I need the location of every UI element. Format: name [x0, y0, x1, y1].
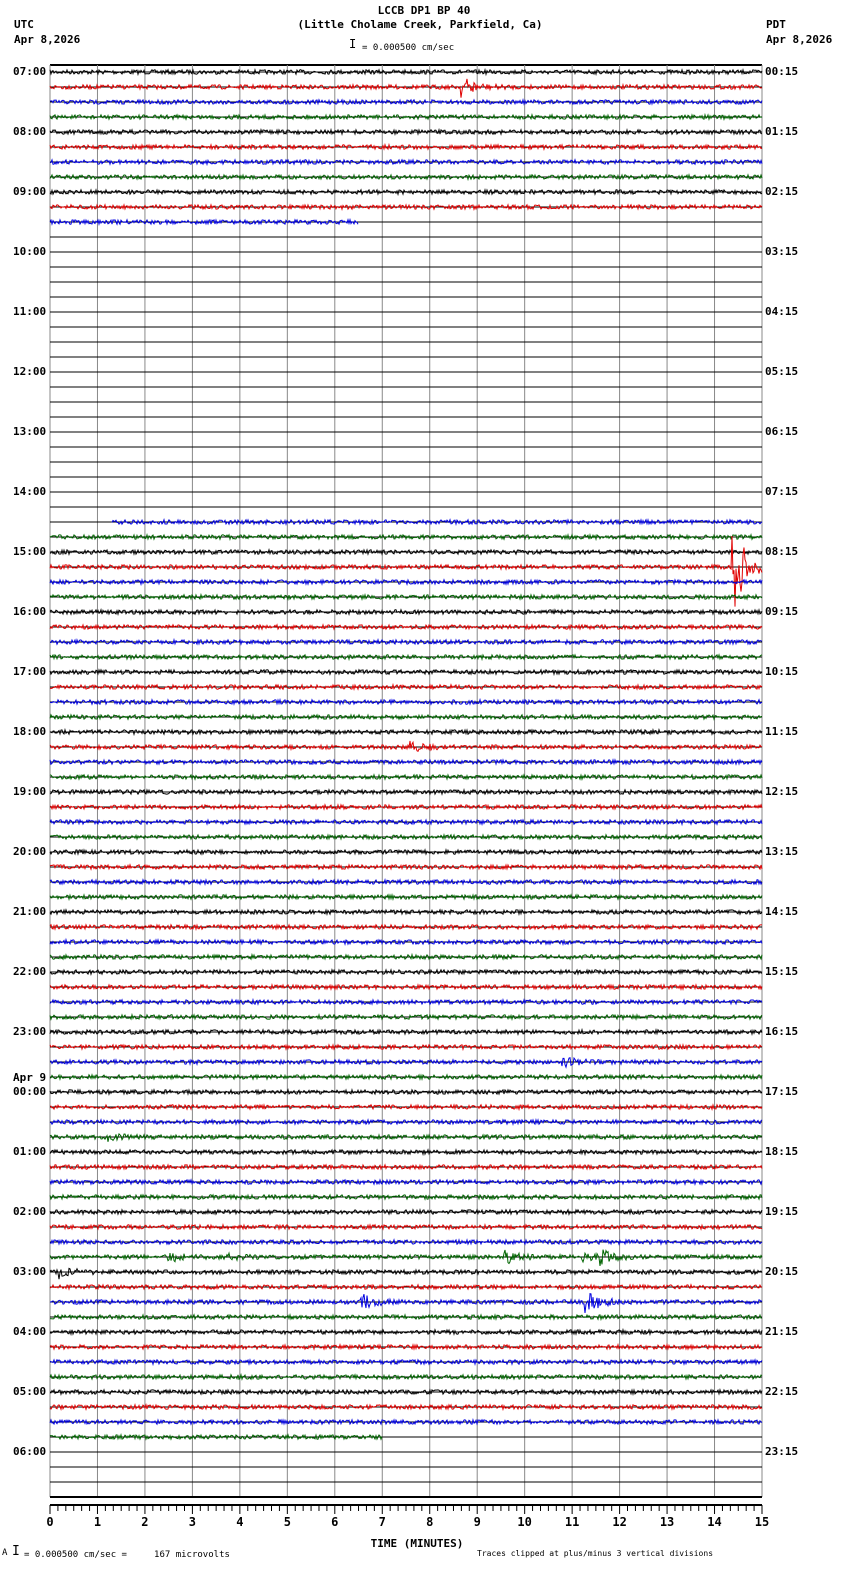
utc-hour-label: 02:00: [13, 1205, 47, 1218]
seismic-trace: [50, 1075, 762, 1079]
pdt-hour-label: 20:15: [765, 1265, 799, 1278]
utc-hour-label: 05:00: [13, 1385, 47, 1398]
station-subtitle: (Little Cholame Creek, Parkfield, Ca): [297, 18, 543, 31]
pdt-hour-label: 02:15: [765, 185, 799, 198]
utc-hour-label: 16:00: [13, 605, 47, 618]
pdt-hour-label: 14:15: [765, 905, 799, 918]
pdt-hour-label: 15:15: [765, 965, 799, 978]
scale-label: = 0.000500 cm/sec: [362, 43, 455, 53]
left-timezone: UTC: [14, 18, 34, 31]
utc-hour-label: 23:00: [13, 1025, 47, 1038]
date-change-label: Apr 9: [13, 1071, 47, 1084]
seismic-trace: [50, 1345, 762, 1349]
utc-hour-label: 08:00: [13, 125, 47, 138]
footer-scale-bar-icon: I: [12, 1544, 20, 1559]
seismic-trace: [50, 1134, 762, 1142]
x-tick-label: 12: [612, 1515, 627, 1529]
x-tick-label: 15: [754, 1515, 770, 1529]
pdt-hour-label: 13:15: [765, 845, 799, 858]
pdt-hour-label: 04:15: [765, 305, 799, 318]
utc-hour-label: 06:00: [13, 1445, 47, 1458]
pdt-hour-label: 12:15: [765, 785, 799, 798]
pdt-hour-label: 03:15: [765, 245, 799, 258]
x-tick-label: 7: [378, 1515, 386, 1529]
x-tick-label: 14: [707, 1515, 722, 1529]
x-tick-label: 11: [564, 1515, 580, 1529]
pdt-hour-label: 05:15: [765, 365, 799, 378]
utc-hour-label: 03:00: [13, 1265, 47, 1278]
seismic-trace: [50, 1294, 762, 1313]
footer-prefix: A: [2, 1548, 8, 1558]
utc-hour-label: 22:00: [13, 965, 47, 978]
seismic-trace: [50, 79, 762, 98]
seismic-trace: [50, 1250, 762, 1266]
x-tick-label: 8: [426, 1515, 434, 1529]
seismic-trace: [50, 1105, 762, 1109]
pdt-hour-label: 00:15: [765, 65, 799, 78]
right-date: Apr 8,2026: [766, 33, 833, 46]
utc-hour-label: 10:00: [13, 245, 47, 258]
x-tick-label: 13: [659, 1515, 675, 1529]
utc-hour-label: 11:00: [13, 305, 47, 318]
pdt-hour-label: 22:15: [765, 1385, 799, 1398]
x-tick-label: 3: [188, 1515, 197, 1529]
utc-hour-label: 14:00: [13, 485, 47, 498]
seismic-trace: [50, 1405, 762, 1409]
seismic-trace: [50, 655, 762, 659]
pdt-hour-label: 23:15: [765, 1445, 799, 1458]
x-tick-label: 2: [141, 1515, 149, 1529]
pdt-hour-label: 09:15: [765, 605, 799, 618]
pdt-hour-label: 21:15: [765, 1325, 799, 1338]
pdt-hour-label: 18:15: [765, 1145, 799, 1158]
utc-hour-label: 09:00: [13, 185, 47, 198]
pdt-hour-label: 06:15: [765, 425, 799, 438]
seismic-trace: [50, 775, 762, 779]
utc-hour-label: 15:00: [13, 545, 47, 558]
pdt-hour-label: 01:15: [765, 125, 799, 138]
seismic-trace: [50, 580, 762, 584]
seismic-trace: [50, 1030, 762, 1034]
pdt-hour-label: 11:15: [765, 725, 799, 738]
pdt-hour-label: 19:15: [765, 1205, 799, 1218]
utc-hour-label: 01:00: [13, 1145, 47, 1158]
utc-hour-label: 04:00: [13, 1325, 47, 1338]
utc-hour-label: 20:00: [13, 845, 47, 858]
seismic-trace: [50, 115, 762, 119]
x-tick-label: 9: [473, 1515, 481, 1529]
utc-hour-label: 18:00: [13, 725, 47, 738]
seismic-trace: [50, 741, 762, 751]
x-tick-label: 6: [331, 1515, 339, 1529]
utc-hour-label: 21:00: [13, 905, 47, 918]
pdt-hour-label: 10:15: [765, 665, 799, 678]
scale-bar-icon: I: [349, 37, 357, 51]
utc-hour-label: 17:00: [13, 665, 47, 678]
footer-scale: = 0.000500 cm/sec = 167 microvolts: [24, 1550, 230, 1560]
seismic-trace: [50, 130, 762, 134]
left-date: Apr 8,2026: [14, 33, 81, 46]
utc-hour-label: 00:00: [13, 1085, 47, 1098]
pdt-hour-label: 07:15: [765, 485, 799, 498]
x-tick-label: 10: [517, 1515, 532, 1529]
x-tick-label: 1: [93, 1515, 102, 1529]
seismic-trace: [50, 1268, 762, 1279]
utc-hour-label: 13:00: [13, 425, 47, 438]
utc-hour-label: 19:00: [13, 785, 47, 798]
clip-note: Traces clipped at plus/minus 3 vertical divisions: [477, 1549, 714, 1558]
chart-title: LCCB DP1 BP 40: [377, 4, 471, 17]
utc-hour-label: 12:00: [13, 365, 47, 378]
right-timezone: PDT: [766, 18, 786, 31]
pdt-hour-label: 17:15: [765, 1085, 799, 1098]
seismic-trace: [50, 70, 762, 74]
utc-hour-label: 07:00: [13, 65, 47, 78]
x-tick-label: 5: [283, 1515, 291, 1529]
pdt-hour-label: 08:15: [765, 545, 799, 558]
x-axis-label: TIME (MINUTES): [370, 1537, 464, 1550]
pdt-hour-label: 16:15: [765, 1025, 799, 1038]
x-tick-label: 0: [46, 1515, 54, 1529]
x-tick-label: 4: [236, 1515, 244, 1529]
